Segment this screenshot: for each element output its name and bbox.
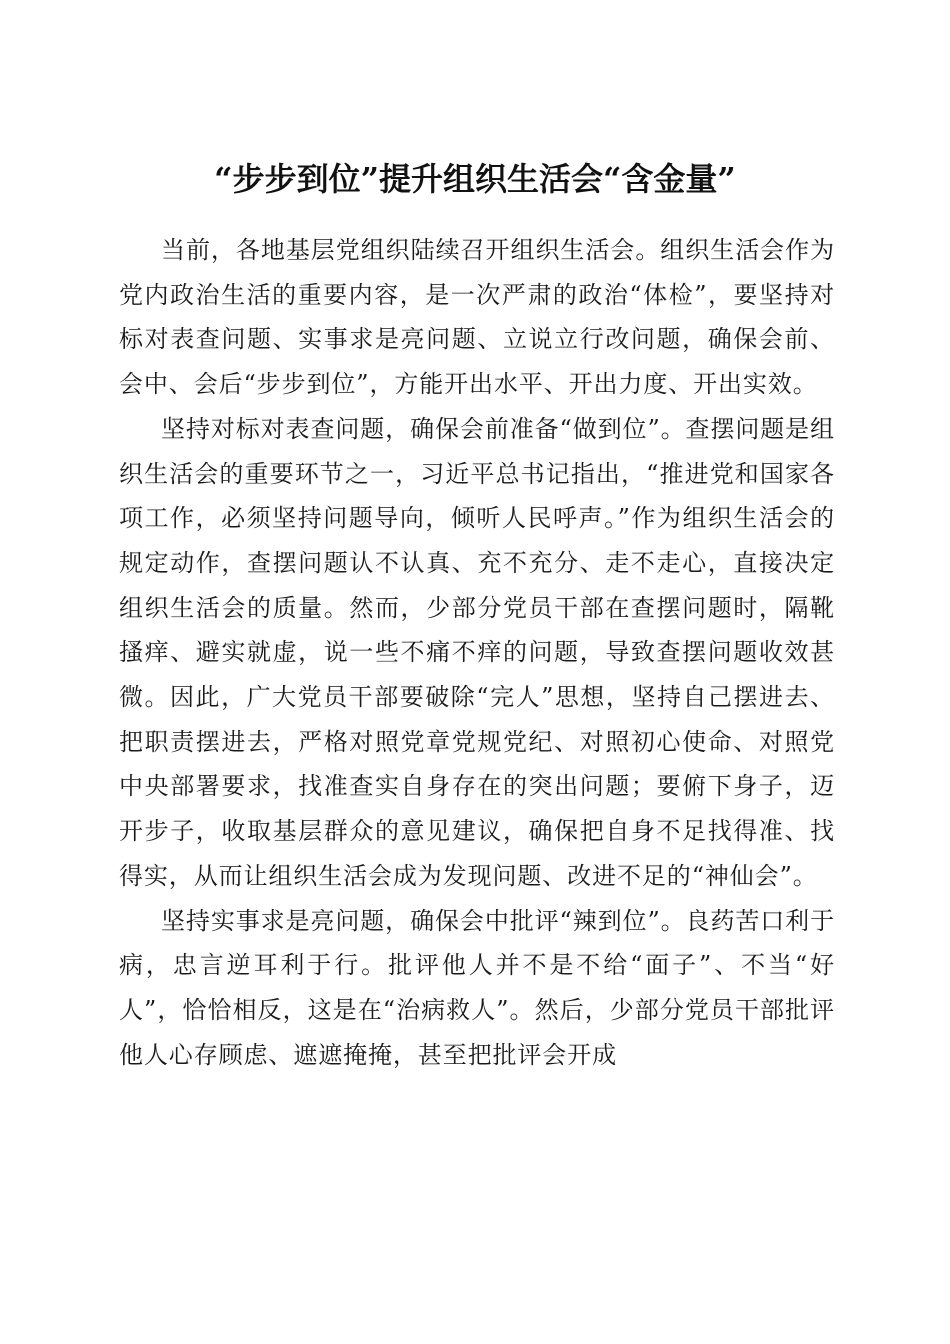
paragraph: 坚持实事求是亮问题，确保会中批评“辣到位”。良药苦口利于病，忠言逆耳利于行。批评他人并不是不给“面子”、不当“好人”，恰恰相反，这是在“治病救人”。然后，少部分党员干部批评他人心存顾虑、遮遮掩掩，甚至把批评会开成 (119, 906, 835, 1069)
paragraph: 坚持对标对表查问题，确保会前准备“做到位”。查摆问题是组织生活会的重要环节之一，习近平总书记指出，“推进党和国家各项工作，必须坚持问题导向，倾听人民呼声。”作为组织生活会的规定动作，查摆问题认不认真、充不充分、走不走心，直接决定组织生活会的质量。然而，少部分党员干部在查摆问题时，隔靴搔痒、避实就虚，说一些不痛不痒的问题，导致查摆问题收效甚微。因此，广大党员干部要破除“完人”思想，坚持自己摆进去、把职责摆进去，严格对照党章党规党纪、对照初心使命、对照党中央部署要求，找准查实自身存在的突出问题；要俯下身子，迈开步子，收取基层群众的意见建议，确保把自身不足找得准、找得实，从而让组织生活会成为发现问题、改进不足的“神仙会”。 (119, 414, 835, 890)
paragraph: 当前，各地基层党组织陆续召开组织生活会。组织生活会作为党内政治生活的重要内容，是一次严肃的政治“体检”，要坚持对标对表查问题、实事求是亮问题、立说立行改问题，确保会前、会中、会后“步步到位”，方能开出水平、开出力度、开出实效。 (119, 236, 835, 399)
document-title: “步步到位”提升组织生活会“含金量” (214, 160, 736, 199)
document-body (119, 228, 835, 1077)
